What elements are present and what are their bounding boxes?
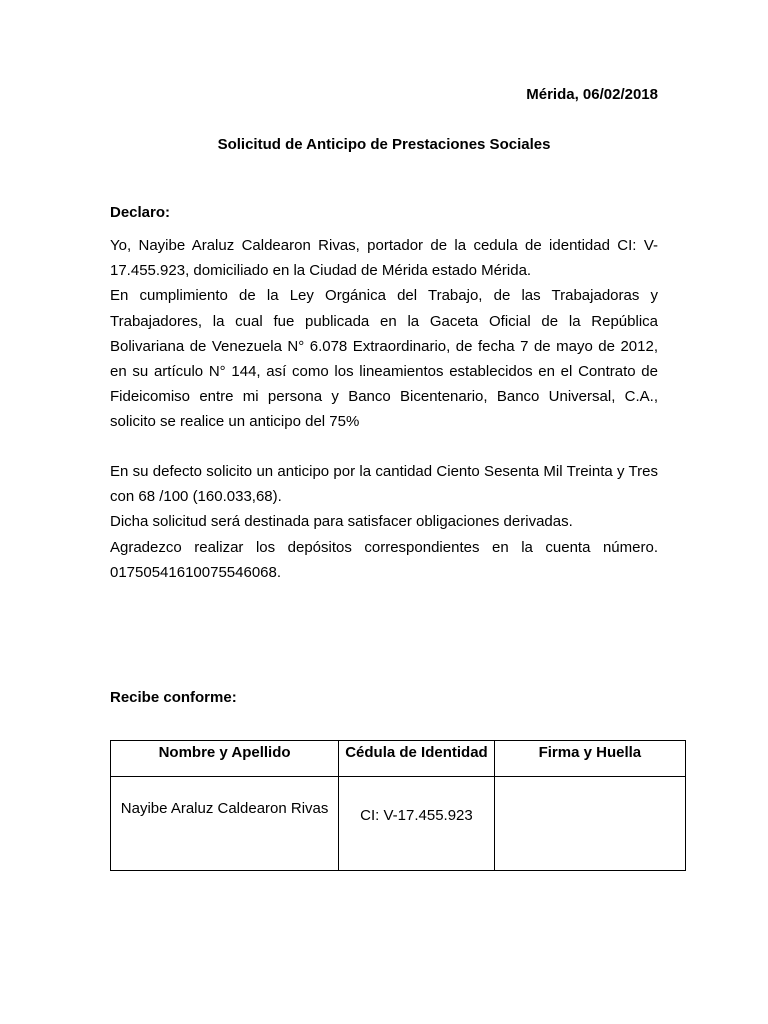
cell-cedula: CI: V-17.455.923 <box>339 777 495 871</box>
paragraph-amount: En su defecto solicito un anticipo por la cantidad Ciento Sesenta Mil Treinta y Tres con 68 /100 (160.033,68). <box>110 463 658 506</box>
declaro-label: Declaro: <box>110 204 171 221</box>
recibe-label: Recibe conforme: <box>110 689 237 706</box>
signature-table <box>110 740 686 871</box>
paragraph-account: Agradezco realizar los depósitos correspondientes en la cuenta número. 01750541610075546068. <box>110 538 658 581</box>
cell-nombre: Nayibe Araluz Caldearon Rivas <box>111 777 339 871</box>
table-header-row <box>111 741 686 777</box>
header-nombre: Nombre y Apellido <box>111 741 339 777</box>
declaration-body <box>110 233 658 435</box>
header-firma: Firma y Huella <box>494 741 685 777</box>
request-body <box>110 459 658 585</box>
document-date: Mérida, 06/02/2018 <box>526 86 658 103</box>
paragraph-identity: Yo, Nayibe Araluz Caldearon Rivas, portador de la cedula de identidad CI: V-17.455.923, domiciliado en la Ciudad de Mérida estado Mérida. <box>110 237 658 280</box>
cell-firma <box>494 777 685 871</box>
document-title: Solicitud de Anticipo de Prestaciones Sociales <box>217 136 551 153</box>
header-cedula: Cédula de Identidad <box>339 741 495 777</box>
paragraph-purpose: Dicha solicitud será destinada para satisfacer obligaciones derivadas. <box>110 513 573 531</box>
paragraph-legal-basis: En cumplimiento de la Ley Orgánica del Trabajo, de las Trabajadoras y Trabajadores, la cual fue publicada en la Gaceta Oficial de la República Bolivariana de Venezuela N° 6.078 Extraordinario, de fecha 7 de mayo de 2012, en su artículo N° 144, así como los lineamientos establecidos en el Contrato de Fideicomiso entre mi persona y Banco Bicentenario, Banco Universal, C.A., solicito se realice un anticipo del 75% <box>110 287 658 431</box>
table-row <box>111 777 686 871</box>
